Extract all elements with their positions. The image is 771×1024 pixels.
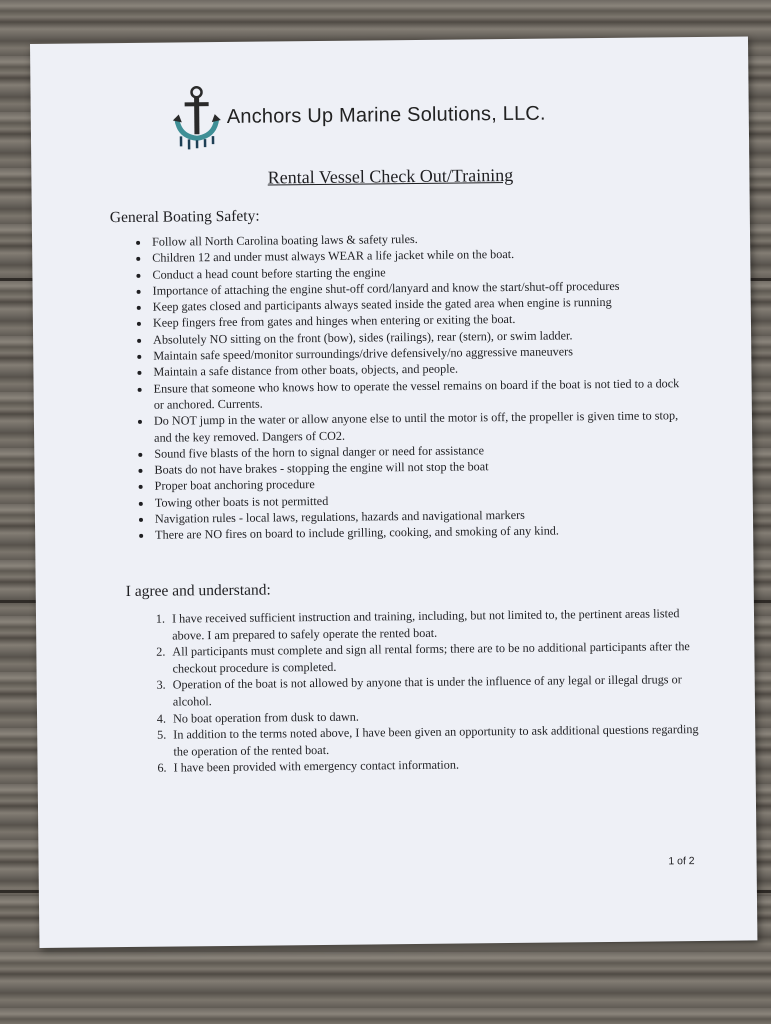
list-item: • Towing other boats is not permitted bbox=[153, 489, 693, 511]
agreement-list bbox=[146, 605, 710, 777]
list-item: 5. In addition to the terms noted above, I have been given an opportunity to ask additional questions regarding the operation of the rented boat. bbox=[169, 721, 709, 760]
list-item: • Proper boat anchoring procedure bbox=[153, 473, 693, 495]
page-number: 1 of 2 bbox=[668, 855, 695, 868]
list-item: • Maintain a safe distance from other boats, objects, and people. bbox=[151, 358, 691, 380]
company-name: Anchors Up Marine Solutions, LLC. bbox=[226, 102, 546, 128]
document-page bbox=[30, 36, 757, 947]
list-item: 4. No boat operation from dusk to dawn. bbox=[169, 704, 709, 726]
safety-list bbox=[128, 228, 693, 544]
company-logo bbox=[170, 79, 546, 153]
list-item: • Sound five blasts of the horn to signal danger or need for assistance bbox=[152, 440, 692, 462]
anchor-icon bbox=[170, 84, 223, 151]
agreement-heading: I agree and understand: bbox=[125, 581, 271, 601]
list-item: • There are NO fires on board to include grilling, cooking, and smoking of any kind. bbox=[153, 521, 693, 543]
list-item: • Absolutely NO sitting on the front (bow), sides (railings), rear (stern), or swim ladder. bbox=[151, 326, 691, 348]
list-item: • Children 12 and under must always WEAR a life jacket while on the boat. bbox=[150, 244, 690, 266]
list-item: • Navigation rules - local laws, regulations, hazards and navigational markers bbox=[153, 505, 693, 527]
list-item: • Ensure that someone who knows how to operate the vessel remains on board if the boat is not tied to a dock or anchored. Currents. bbox=[152, 375, 692, 413]
list-item: 1. I have received sufficient instruction and training, including, but not limited to, the pertinent areas listed above. I am prepared to safely operate the rented boat. bbox=[168, 605, 708, 644]
list-item: • Maintain safe speed/monitor surroundings/drive defensively/no aggressive maneuvers bbox=[151, 342, 691, 364]
document-title: Rental Vessel Check Out/Training bbox=[267, 164, 514, 188]
list-item: • Keep fingers free from gates and hinges when entering or exiting the boat. bbox=[151, 310, 691, 332]
list-item: • Do NOT jump in the water or allow anyone else to until the motor is off, the propeller is given time to stop, and the key removed. Dangers of CO2. bbox=[152, 407, 692, 445]
list-item: • Follow all North Carolina boating laws & safety rules. bbox=[150, 228, 690, 250]
list-item: • Keep gates closed and participants always seated inside the gated area when engine is running bbox=[151, 293, 691, 315]
list-item: 3. Operation of the boat is not allowed by anyone that is under the influence of any legal or illegal drugs or alcohol. bbox=[169, 671, 709, 710]
list-item: • Boats do not have brakes - stopping the engine will not stop the boat bbox=[152, 456, 692, 478]
list-item: • Importance of attaching the engine shut-off cord/lanyard and know the start/shut-off procedures bbox=[151, 277, 691, 299]
list-item: • Conduct a head count before starting the engine bbox=[150, 261, 690, 283]
list-item: 2. All participants must complete and sign all rental forms; there are to be no additional participants after the checkout procedure is completed. bbox=[168, 638, 708, 677]
safety-heading: General Boating Safety: bbox=[109, 207, 260, 227]
list-item: 6. I have been provided with emergency contact information. bbox=[170, 754, 710, 776]
